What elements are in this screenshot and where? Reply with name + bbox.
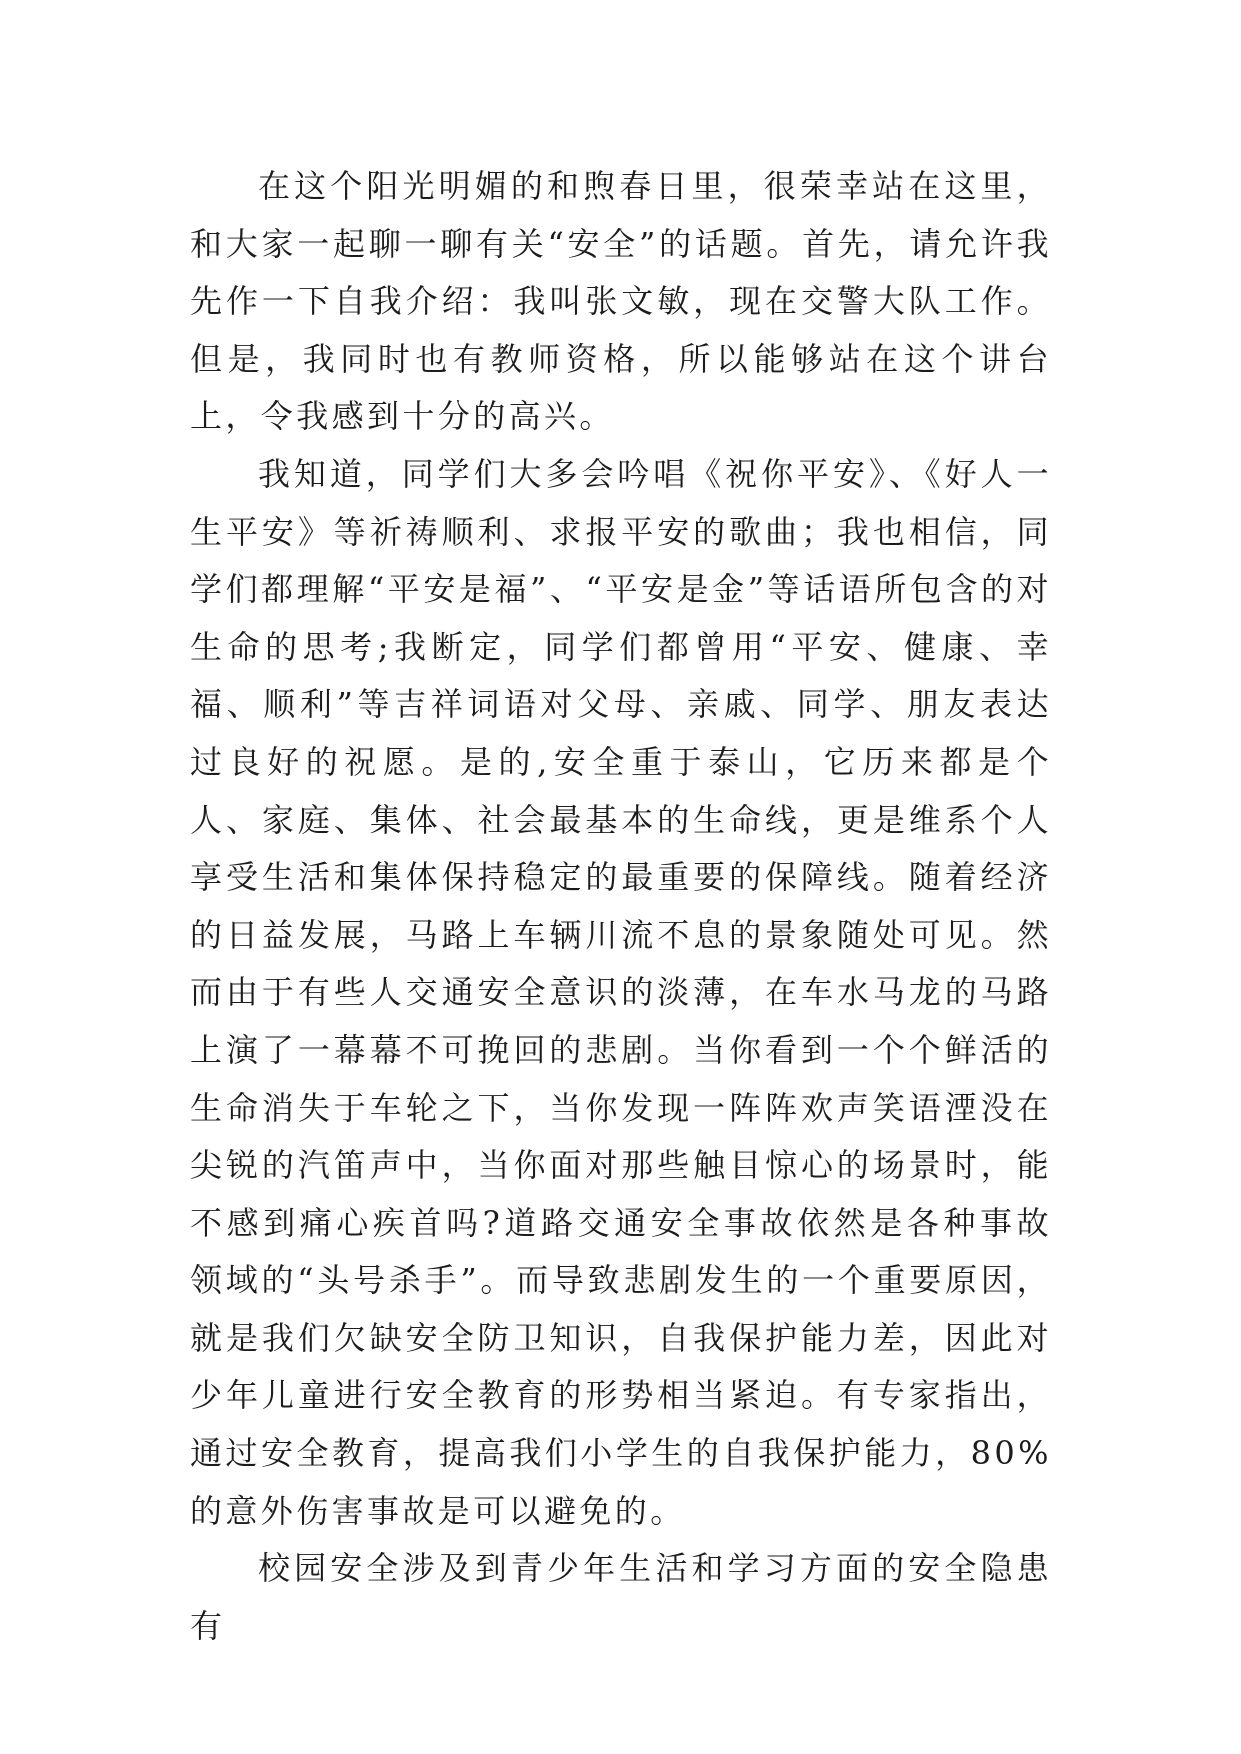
paragraph-safety-importance: 我知道，同学们大多会吟唱《祝你平安》、《好人一生平安》等祈祷顺利、求报平安的歌曲；我也相信，同学们都理解“平安是福”、“平安是金”等话语所包含的对生命的思考;我断定，同学们都曾用“平安、健康、幸福、顺利”等吉祥词语对父母、亲戚、同学、朋友表达过良好的祝愿。是的,安全重于泰山，它历来都是个人、家庭、集体、社会最基本的生命线，更是维系个人享受生活和集体保持稳定的最重要的保障线。随着经济的日益发展，马路上车辆川流不息的景象随处可见。然而由于有些人交通安全意识的淡薄，在车水马龙的马路上演了一幕幕不可挽回的悲剧。当你看到一个个鲜活的生命消失于车轮之下，当你发现一阵阵欢声笑语湮没在尖锐的汽笛声中，当你面对那些触目惊心的场景时，能不感到痛心疾首吗?道路交通安全事故依然是各种事故领域的“头号杀手”。而导致悲剧发生的一个重要原因，就是我们欠缺安全防卫知识，自我保护能力差，因此对少年儿童进行安全教育的形势相当紧迫。有专家指出，通过安全教育，提高我们小学生的自我保护能力，80%的意外伤害事故是可以避免的。 [190,454,1052,1530]
paragraph-campus-safety: 校园安全涉及到青少年生活和学习方面的安全隐患有 [190,1549,1052,1645]
document-body [190,158,1052,1655]
paragraph-introduction: 在这个阳光明媚的和煦春日里，很荣幸站在这里，和大家一起聊一聊有关“安全”的话题。首先，请允许我先作一下自我介绍：我叫张文敏，现在交警大队工作。但是，我同时也有教师资格，所以能够站在这个讲台上，令我感到十分的高兴。 [190,167,1052,436]
